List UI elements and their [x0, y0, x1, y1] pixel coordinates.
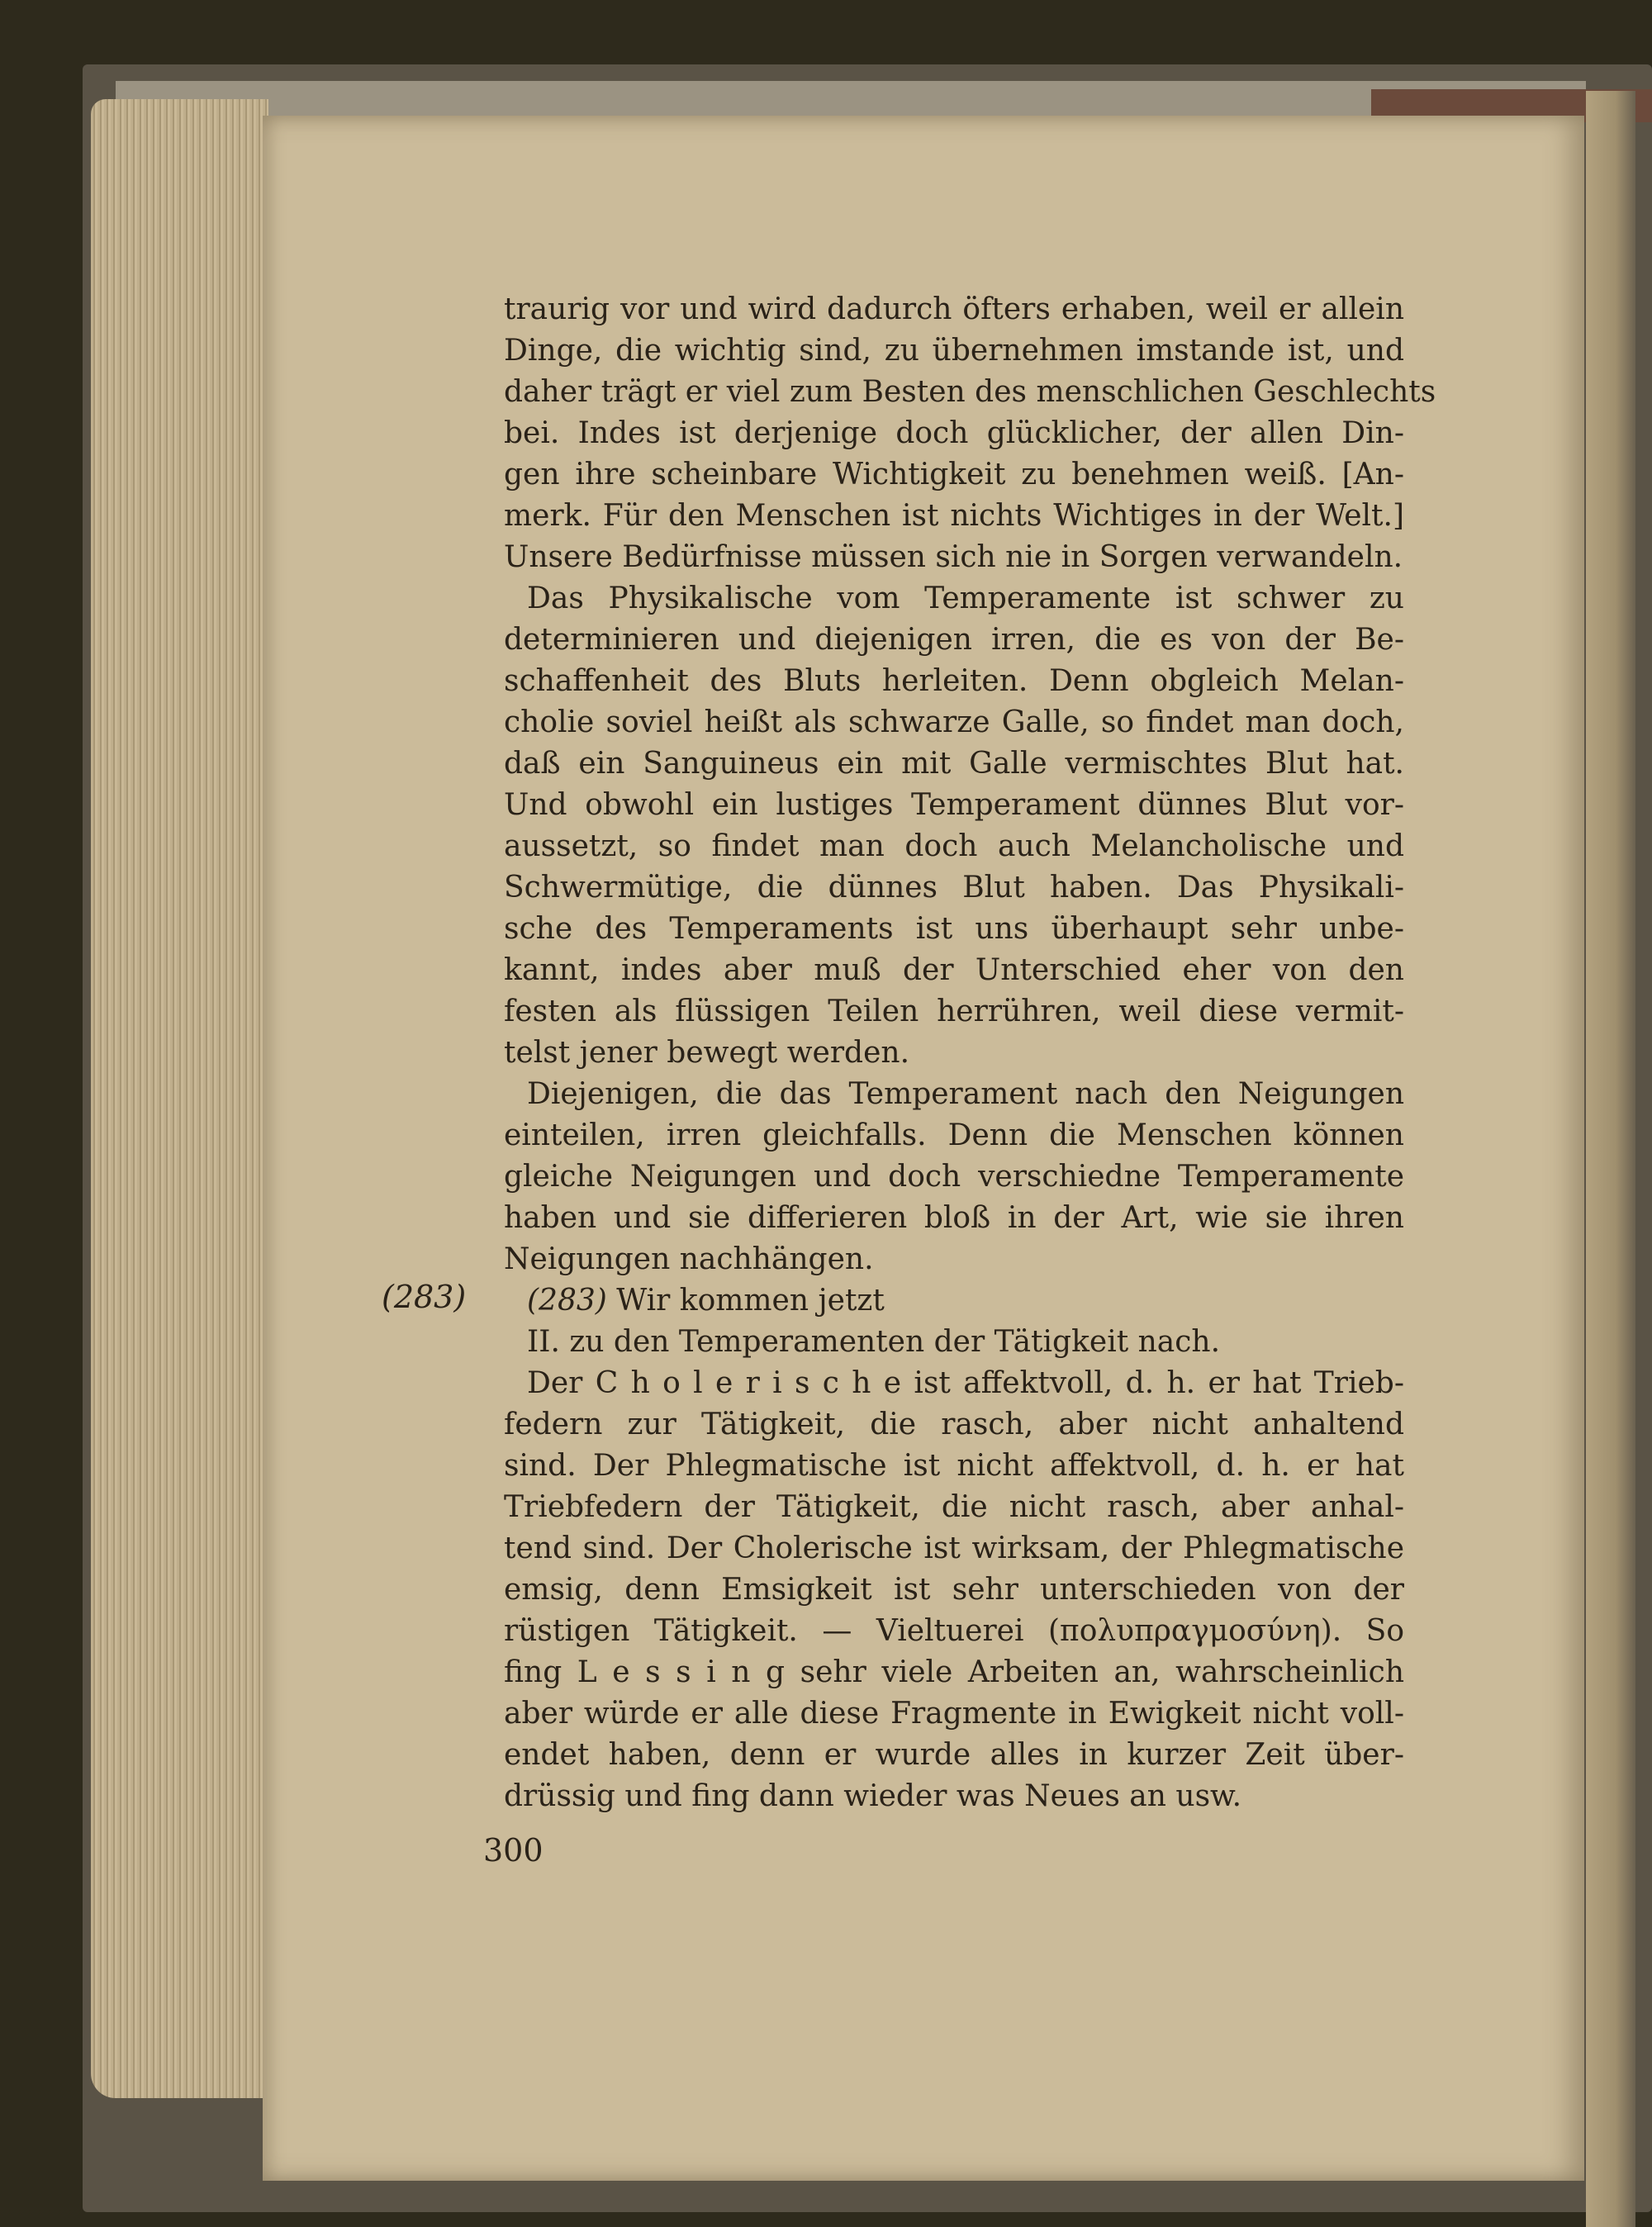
text-line: sche des Temperaments ist uns überhaupt sehr unbe- [504, 912, 1404, 946]
text-line: gleiche Neigungen und doch verschiedne Temperamente [504, 1160, 1404, 1194]
inline-reference: (283) [527, 1284, 607, 1318]
inline-text: Wir kommen jetzt [606, 1284, 885, 1318]
text-line: Der C h o l e r i s c h e ist affektvoll, d. h. er hat Trieb- [527, 1366, 1404, 1400]
text-line: aber würde er alle diese Fragmente in Ewigkeit nicht voll- [504, 1697, 1404, 1731]
text-line: drüssig und fing dann wieder was Neues an usw. [504, 1779, 1242, 1813]
text-line: einteilen, irren gleichfalls. Denn die Menschen können [504, 1118, 1404, 1152]
text-line: haben und sie differieren bloß in der Art, wie sie ihren [504, 1201, 1404, 1235]
text-line: Schwermütige, die dünnes Blut haben. Das Physikali- [504, 871, 1404, 905]
text-line: endet haben, denn er wurde alles in kurzer Zeit über- [504, 1738, 1404, 1772]
page-number: 300 [483, 1832, 544, 1868]
text-line: bei. Indes ist derjenige doch glücklicher, der allen Din- [504, 416, 1404, 450]
text-line: Unsere Bedürfnisse müssen sich nie in Sorgen verwandeln. [504, 540, 1403, 574]
text-line: Diejenigen, die das Temperament nach den Neigungen [527, 1077, 1404, 1111]
text-line: emsig, denn Emsigkeit ist sehr unterschieden von der [504, 1573, 1404, 1607]
text-line: determinieren und diejenigen irren, die es von der Be- [504, 623, 1404, 657]
text-line: Das Physikalische vom Temperamente ist schwer zu [527, 582, 1404, 615]
page-stack-edge [91, 99, 268, 2098]
section-heading: II. zu den Temperamenten der Tätigkeit nach. [527, 1325, 1221, 1359]
text-line: schaffenheit des Bluts herleiten. Denn obgleich Melan- [504, 664, 1404, 698]
text-line: gen ihre scheinbare Wichtigkeit zu benehmen weiß. [An- [504, 458, 1404, 491]
facing-page-edge [1586, 91, 1635, 2227]
text-line: Neigungen nachhängen. [504, 1242, 874, 1276]
text-line: aussetzt, so findet man doch auch Melancholische und [504, 829, 1404, 863]
text-line: fing L e s s i n g sehr viele Arbeiten an, wahrscheinlich [504, 1655, 1404, 1689]
margin-reference: (283) [382, 1279, 467, 1315]
text-line: tend sind. Der Cholerische ist wirksam, der Phlegmatische [504, 1531, 1404, 1565]
text-line: cholie soviel heißt als schwarze Galle, so findet man doch, [504, 705, 1404, 739]
text-line: daher trägt er viel zum Besten des menschlichen Geschlechts [504, 375, 1436, 409]
text-line: federn zur Tätigkeit, die rasch, aber nicht anhaltend [504, 1408, 1404, 1441]
text-line: Triebfedern der Tätigkeit, die nicht rasch, aber anhal- [504, 1490, 1404, 1524]
text-line: kannt, indes aber muß der Unterschied eher von den [504, 953, 1404, 987]
text-line: rüstigen Tätigkeit. — Vieltuerei (πολυπραγμοσύνη). So [504, 1614, 1404, 1648]
text-line: merk. Für den Menschen ist nichts Wichtiges in der Welt.] [504, 499, 1404, 533]
text-line: daß ein Sanguineus ein mit Galle vermischtes Blut hat. [504, 747, 1404, 781]
text-line: telst jener bewegt werden. [504, 1036, 910, 1070]
text-line: festen als flüssigen Teilen herrühren, weil diese vermit- [504, 995, 1404, 1028]
text-line [504, 1280, 1404, 1322]
page-body [504, 289, 1436, 1817]
text-line: sind. Der Phlegmatische ist nicht affektvoll, d. h. er hat [504, 1449, 1404, 1483]
text-line: traurig vor und wird dadurch öfters erhaben, weil er allein [504, 292, 1404, 326]
text-line: Dinge, die wichtig sind, zu übernehmen imstande ist, und [504, 334, 1404, 368]
text-line: Und obwohl ein lustiges Temperament dünnes Blut vor- [504, 788, 1404, 822]
